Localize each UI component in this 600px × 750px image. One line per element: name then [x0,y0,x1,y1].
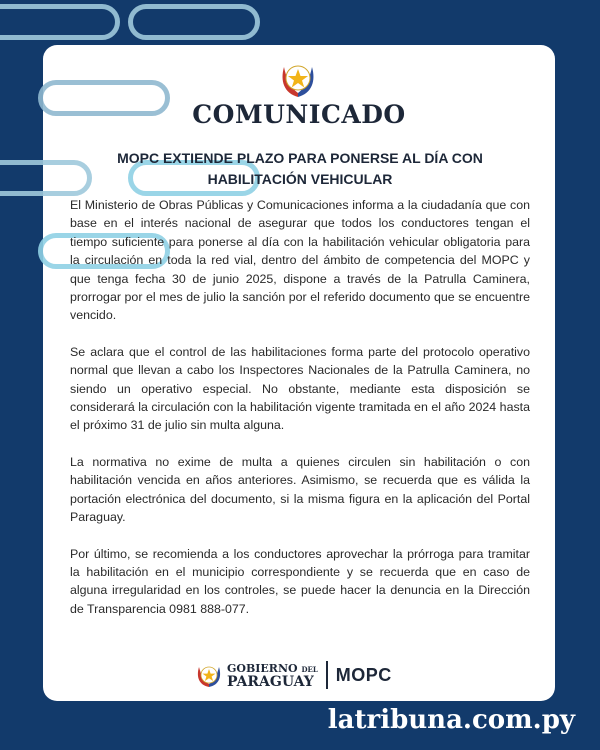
decorative-pill [0,160,92,196]
gobierno-del-paraguay-logo [227,662,318,689]
gobierno-text: GOBIERNO [227,661,298,675]
paraguay-text: PARAGUAY [227,673,314,690]
logo-divider [326,661,328,689]
paragraph: Se aclara que el control de las habilitaciones forma parte del protocolo operativo normal que llevan a cabo los Inspectores Nacionales de la Patrulla Caminera, no siendo un operativo especial. No obstante, mediante esta disposición se considerará la circulación con la habilitación vigente tramitada en el año 2024 hasta el próximo 31 de julio sin multa alguna. [70,344,530,433]
del-text: DEL [301,664,318,674]
decorative-pill [0,4,120,40]
announcement-title: COMUNICADO [192,100,406,129]
government-seal-icon [276,57,320,101]
gobierno-seal-icon [195,661,223,689]
footer-logo [195,658,415,692]
announcement-body [70,196,530,636]
paragraph: El Ministerio de Obras Públicas y Comunicaciones informa a la ciudadanía que con base en el interés nacional de asegurar que todos los conductores tengan el tiempo suficiente para ponerse al día con la habilitación vehicular obligatoria para la circulación en toda la red vial, dentro del ámbito de competencia del MOPC y que tenga fecha 30 de junio 2025, dispone a través de la Patrulla Caminera, prorrogar por el mes de julio la sanción por el referido documento que se encuentre vencido. [70,198,530,323]
site-watermark: latribuna.com.py [327,705,575,735]
decorative-pill [128,4,260,40]
paragraph: Por último, se recomienda a los conductores aprovechar la prórroga para tramitar la habilitación en el municipio correspondiente y se recuerda que en caso de alguna irregularidad en los controles, se puede hacer la denuncia en la Dirección de Transparencia 0981 888-077. [70,546,530,616]
headline: MOPC EXTIENDE PLAZO PARA PONERSE AL DÍA CON HABILITACIÓN VEHICULAR [117,150,483,187]
mopc-logo: MOPC [335,664,392,685]
paragraph: La normativa no exime de multa a quienes circulen sin habilitación o con habilitación vencida en años anteriores. Asimismo, se recuerda que es válida la portación electrónica del documento, si la misma figura en la aplicación del Portal Paraguay. [70,454,530,525]
